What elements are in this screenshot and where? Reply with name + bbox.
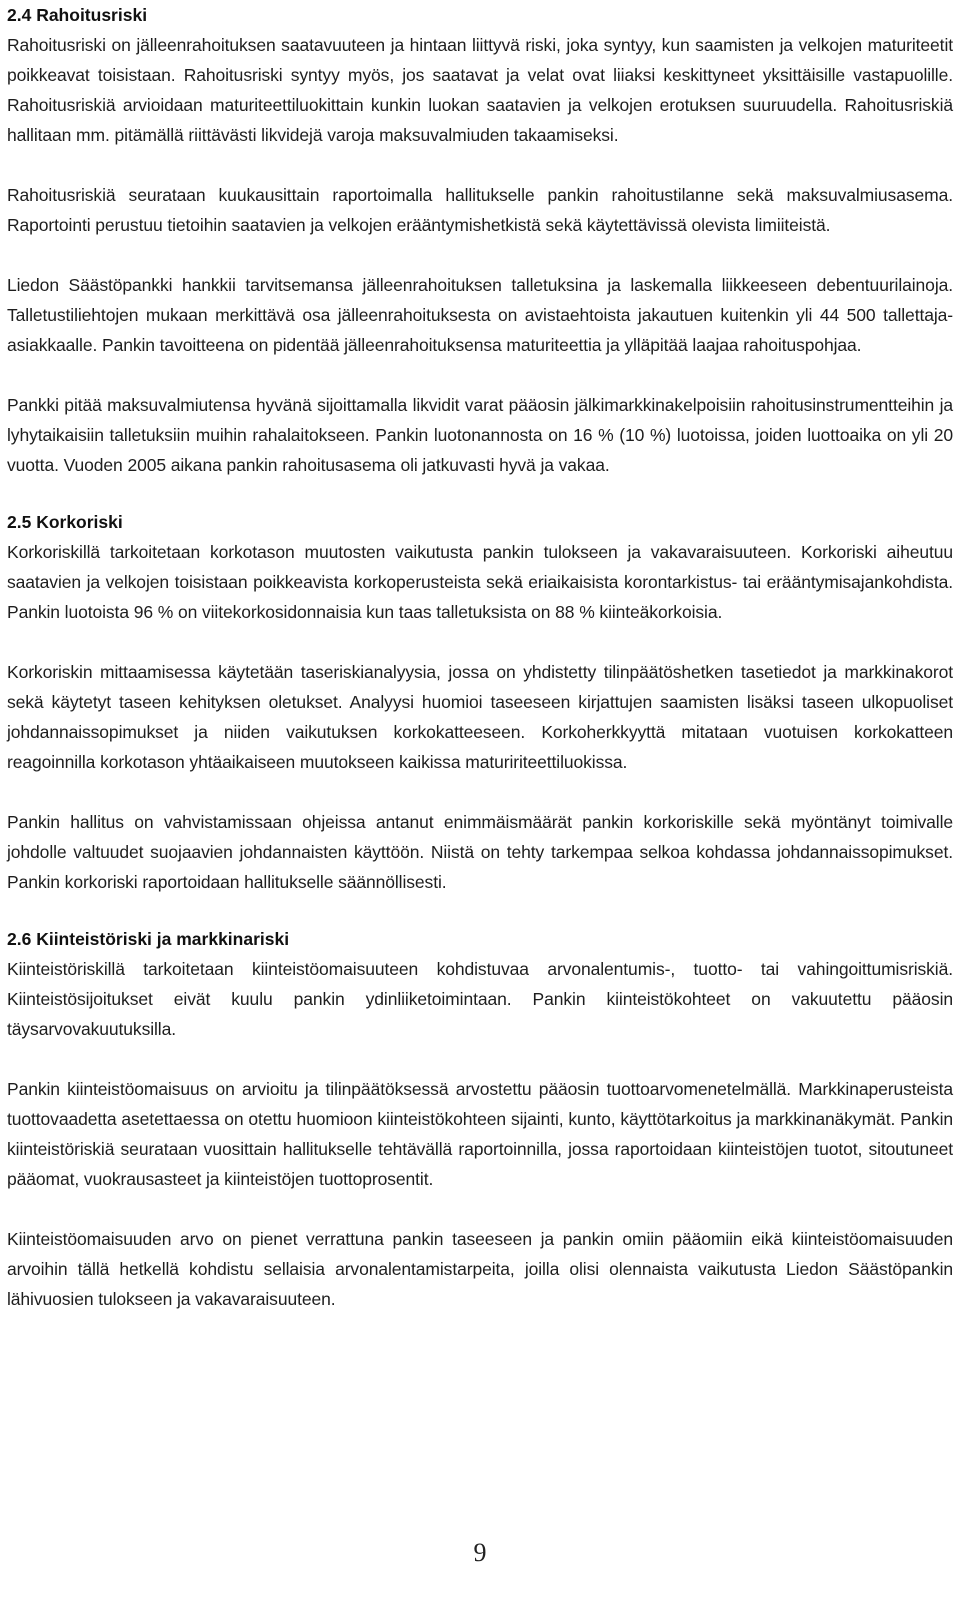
section-heading: 2.6 Kiinteistöriski ja markkinariski — [7, 929, 290, 949]
paragraph: Pankki pitää maksuvalmiutensa hyvänä sijoittamalla likvidit varat pääosin jälkimarkkinakelpoisiin rahoitusinstrumentteihin ja lyhytaikaisiin talletuksiin muihin rahalaitokseen. Pankin luotonannosta on 16 % (10 %) luotoissa, joiden luottoaika on yli 20 vuotta. Vuoden 2005 aikana pankin rahoitusasema oli jatkuvasti hyvä ja vakaa. — [7, 395, 953, 475]
section-korkoriski — [7, 507, 953, 897]
page-number: 9 — [473, 1538, 487, 1567]
paragraph-spacer — [7, 1044, 953, 1074]
section-heading: 2.5 Korkoriski — [7, 512, 123, 532]
paragraph: Rahoitusriskiä seurataan kuukausittain raportoimalla hallitukselle pankin rahoitustilanne sekä maksuvalmiusasema. Raportointi perustuu tietoihin saatavien ja velkojen erääntymishetkistä sekä käytettävissä olevista limiiteistä. — [7, 185, 953, 235]
paragraph-spacer — [7, 777, 953, 807]
paragraph: Liedon Säästöpankki hankkii tarvitsemansa jälleenrahoituksen talletuksina ja laskemalla liikkeeseen debentuurilainoja. Talletustiliehtojen mukaan merkittävä osa jälleenrahoituksesta on avistaehtoista jakautuen kuitenkin yli 44 500 tallettaja-asiakkaalle. Pankin tavoitteena on pidentää jälleenrahoituksensa maturiteettia ja ylläpitää laajaa rahoituspohjaa. — [7, 275, 953, 355]
paragraph-spacer — [7, 240, 953, 270]
section-rahoitusriski — [7, 0, 953, 480]
section-spacer — [7, 480, 953, 507]
section-kiinteistoriski — [7, 924, 953, 1314]
paragraph: Kiinteistöomaisuuden arvo on pienet verrattuna pankin taseeseen ja pankin omiin pääomiin eikä kiinteistöomaisuuden arvoihin tällä hetkellä kohdistu sellaisia arvonalentamistarpeita, joilla olisi olennaista vaikutusta Liedon Säästöpankin lähivuosien tulokseen ja vakavaraisuuteen. — [7, 1229, 953, 1309]
paragraph: Pankin kiinteistöomaisuus on arvioitu ja tilinpäätöksessä arvostettu pääosin tuottoarvomenetelmällä. Markkinaperusteista tuottovaadetta asetettaessa on otettu huomioon kiinteistökohteen sijainti, kunto, käyttötarkoitus ja markkinanäkymät. Pankin kiinteistöriskiä seurataan vuosittain hallitukselle tehtävällä raportoinnilla, jossa raportoidaan kiinteistöjen tuotot, sitoutuneet pääomat, vuokrausasteet ja kiinteistöjen tuottoprosentit. — [7, 1079, 953, 1189]
paragraph-spacer — [7, 1194, 953, 1224]
paragraph-spacer — [7, 150, 953, 180]
paragraph: Rahoitusriski on jälleenrahoituksen saatavuuteen ja hintaan liittyvä riski, joka syntyy, kun saamisten ja velkojen maturiteetit poikkeavat toisistaan. Rahoitusriski syntyy myös, jos saatavat ja velat ovat liiaksi keskittyneet yksittäisille vastapuolille. Rahoitusriskiä arvioidaan maturiteettiluokittain kunkin luokan saatavien ja velkojen erotuksen suuruudella. Rahoitusriskiä hallitaan mm. pitämällä riittävästi likvidejä varoja maksuvalmiuden takaamiseksi. — [7, 35, 953, 145]
paragraph: Korkoriskillä tarkoitetaan korkotason muutosten vaikutusta pankin tulokseen ja vakavaraisuuteen. Korkoriski aiheutuu saatavien ja velkojen toisistaan poikkeavista korkoperusteista sekä eriaikaisista korontarkistus- tai erääntymisajankohdista. Pankin luotoista 96 % on viitekorkosidonnaisia kun taas talletuksista on 88 % kiinteäkorkoisia. — [7, 542, 953, 622]
section-spacer — [7, 897, 953, 924]
paragraph: Pankin hallitus on vahvistamissaan ohjeissa antanut enimmäismäärät pankin korkoriskille sekä myöntänyt toimivalle johdolle valtuudet suojaavien johdannaisten käyttöön. Niistä on tehty tarkempaa selkoa kohdassa johdannaissopimukset. Pankin korkoriski raportoidaan hallitukselle säännöllisesti. — [7, 812, 953, 892]
paragraph: Kiinteistöriskillä tarkoitetaan kiinteistöomaisuuteen kohdistuvaa arvonalentumis-, tuotto- tai vahingoittumisriskiä. Kiinteistösijoitukset eivät kuulu pankin ydinliiketoimintaan. Pankin kiinteistökohteet on vakuutettu pääosin täysarvovakuutuksilla. — [7, 959, 953, 1039]
paragraph: Korkoriskin mittaamisessa käytetään taseriskianalyysia, jossa on yhdistetty tilinpäätöshetken tasetiedot ja markkinakorot sekä käytetyt taseen kehityksen oletukset. Analyysi huomioi taseeseen kirjattujen saamisten lisäksi taseen ulkopuoliset johdannaissopimukset ja niiden vaikutuksen korkokatteeseen. Korkoherkkyyttä mitataan vuotuisen korkokatteen reagoinnilla korkotason yhtäaikaiseen muutokseen kaikissa matuririteettiluokissa. — [7, 662, 953, 772]
paragraph-spacer — [7, 627, 953, 657]
document-page — [7, 0, 953, 1314]
paragraph-spacer — [7, 360, 953, 390]
section-heading: 2.4 Rahoitusriski — [7, 5, 148, 25]
